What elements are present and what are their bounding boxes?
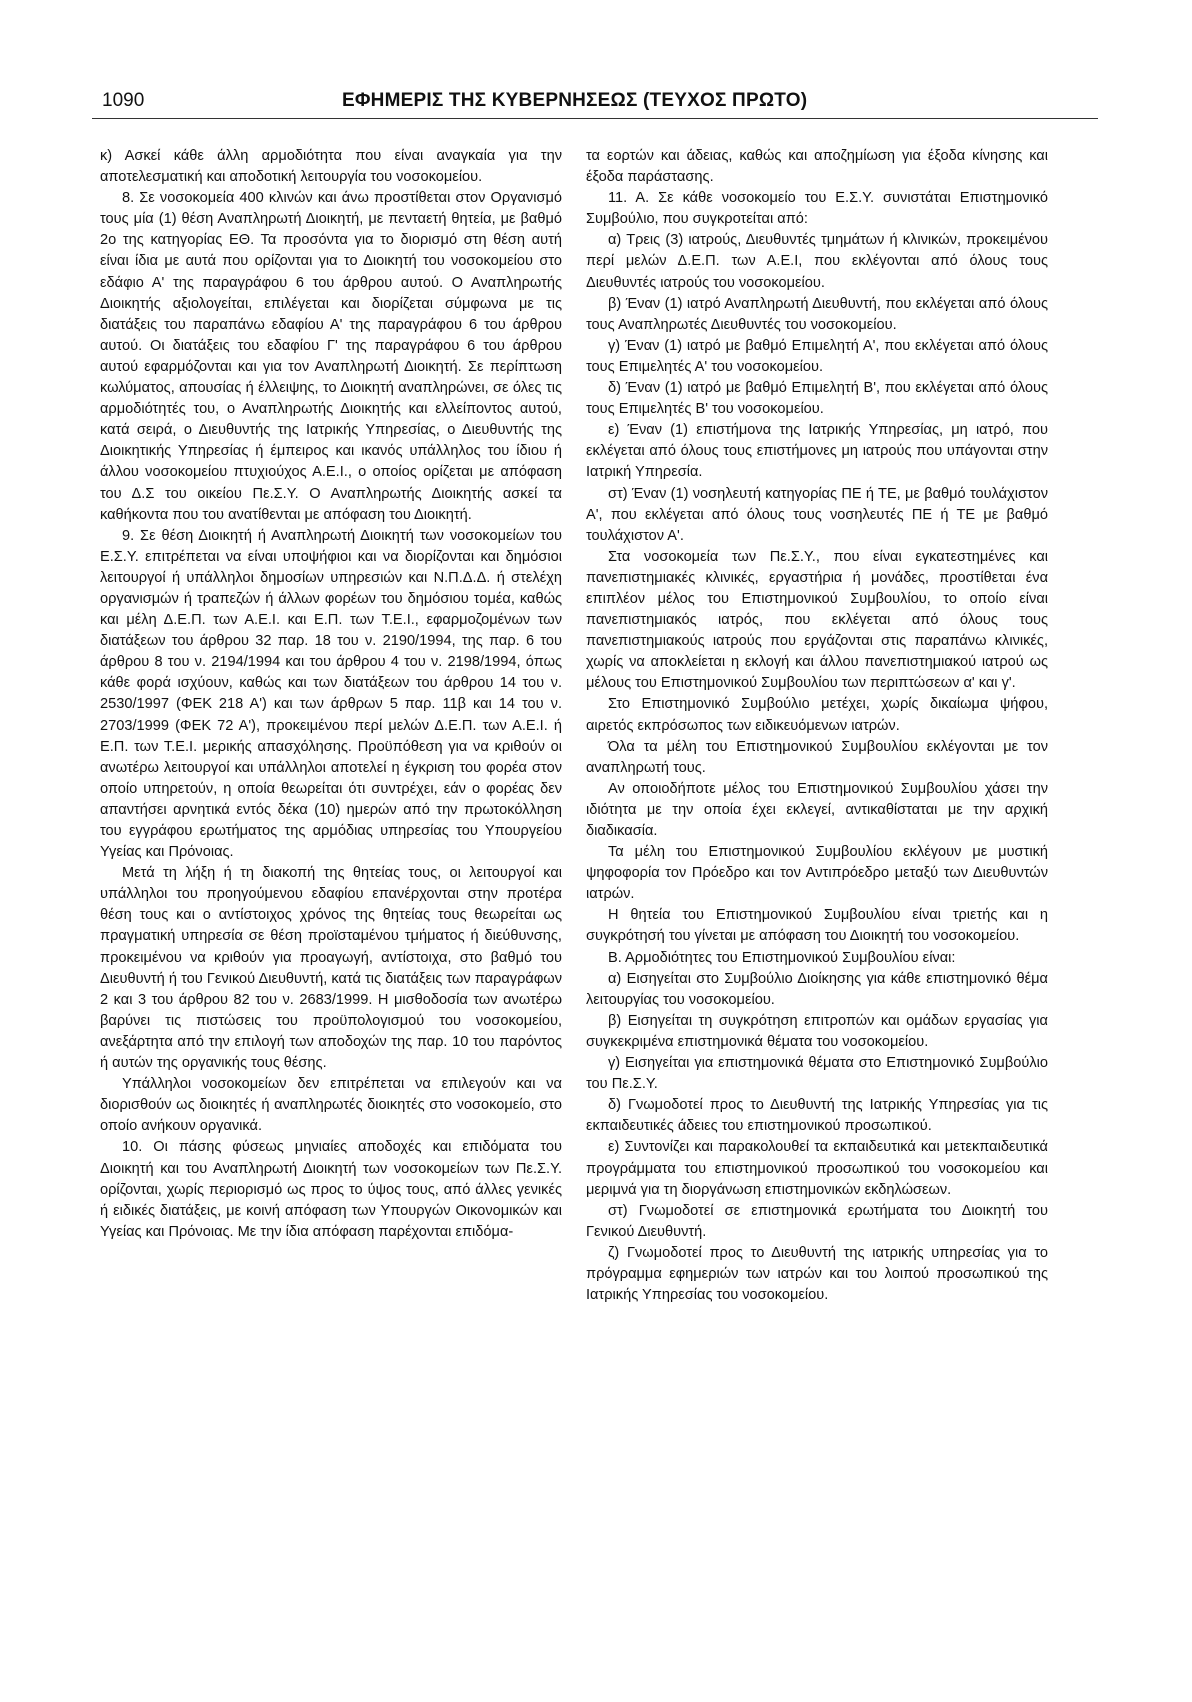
paragraph: Υπάλληλοι νοσοκομείων δεν επιτρέπεται να επιλεγούν και να διορισθούν ως διοικητές ή αναπληρωτές διοικητές στο νοσοκομείο, στο οποίο ανήκουν οργανικά. (100, 1076, 562, 1135)
paragraph: Τα μέλη του Επιστημονικού Συμβουλίου εκλέγουν με μυστική ψηφοφορία τον Πρόεδρο και τον Αντιπρόεδρο μεταξύ των Διευθυντών ιατρών. (586, 844, 1048, 903)
paragraph: 9. Σε θέση Διοικητή ή Αναπληρωτή Διοικητή των νοσοκομείων του Ε.Σ.Υ. επιτρέπεται να είναι υποψήφιοι και να διορίζονται και δημόσιοι λειτουργοί ή υπάλληλοι δημοσίων υπηρεσιών και Ν.Π.Δ.Δ. ή στελέχη οργανισμών ή τραπεζών ή άλλων φορέων του δημόσιου τομέα, καθώς και μέλη Δ.Ε.Π. των Α.Ε.Ι. και Ε.Π. των Τ.Ε.Ι., εφαρμοζομένων των διατάξεων του άρθρου 32 παρ. 18 του ν. 2190/1994, της παρ. 6 του άρθρου 8 του ν. 2194/1994 και του άρθρου 4 του ν. 2198/1994, όπως κάθε φορά ισχύουν, καθώς και των διατάξεων του άρθρου 14 του ν. 2530/1997 (ΦΕΚ 218 Α') και των άρθρων 5 παρ. 11β και 14 του ν. 2703/1999 (ΦΕΚ 72 Α'), προκειμένου περί μελών Δ.Ε.Π. των Α.Ε.Ι. ή Ε.Π. των Τ.Ε.Ι. μερικής απασχόλησης. Προϋπόθεση για να κριθούν οι ανωτέρω λειτουργοί και υπάλληλοι αποτελεί η έγκριση του φορέα στον οποίο υπηρετούν, η οποία θεωρείται ότι συντρέχει, εάν ο φορέας δεν απαντήσει αρνητικά εντός δέκα (10) ημερών από την πρωτοκόλληση του εγγράφου ερωτήματος της αρμόδιας υπηρεσίας του Υπουργείου Υγείας και Πρόνοιας. (100, 527, 562, 861)
paragraph: ζ) Γνωμοδοτεί προς το Διευθυντή της ιατρικής υπηρεσίας για το πρόγραμμα εφημεριών των ιατρών και του λοιπού προσωπικού της Ιατρικής Υπηρεσίας του νοσοκομείου. (586, 1244, 1048, 1304)
paragraph: δ) Έναν (1) ιατρό με βαθμό Επιμελητή Β', που εκλέγεται από όλους τους Επιμελητές Β' του νοσοκομείου. (586, 380, 1048, 418)
page-number: 1090 (102, 90, 145, 111)
gazette-title: ΕΦΗΜΕΡΙΣ ΤΗΣ ΚΥΒΕΡΝΗΣΕΩΣ (ΤΕΥΧΟΣ ΠΡΩΤΟ) (342, 90, 808, 111)
paragraph: Αν οποιοδήποτε μέλος του Επιστημονικού Συμβουλίου χάσει την ιδιότητα με την οποία έχει εκλεγεί, αντικαθίσταται με την αρχική διαδικασία. (586, 780, 1048, 839)
paragraph: Η θητεία του Επιστημονικού Συμβουλίου είναι τριετής και η συγκρότησή του γίνεται με απόφαση του Διοικητή του νοσοκομείου. (586, 907, 1048, 945)
paragraph: ε) Συντονίζει και παρακολουθεί τα εκπαιδευτικά και μετεκπαιδευτικά προγράμματα του επιστημονικού προσωπικού του νοσοκομείου και μεριμνά για τη διοργάνωση επιστημονικών εκδηλώσεων. (586, 1139, 1048, 1198)
paragraph: δ) Γνωμοδοτεί προς το Διευθυντή της Ιατρικής Υπηρεσίας για τις εκπαιδευτικές άδειες του επιστημονικού προσωπικού. (586, 1097, 1048, 1135)
page-header (92, 86, 1098, 118)
paragraph: 11. Α. Σε κάθε νοσοκομείο του Ε.Σ.Υ. συνιστάται Επιστημονικό Συμβούλιο, που συγκροτείται από: (586, 190, 1048, 228)
paragraph: β) Εισηγείται τη συγκρότηση επιτροπών και ομάδων εργασίας για συγκεκριμένα επιστημονικά θέματα του νοσοκομείου. (586, 1012, 1048, 1050)
paragraph: 10. Οι πάσης φύσεως μηνιαίες αποδοχές και επιδόματα του Διοικητή και του Αναπληρωτή Διοικητή των νοσοκομείων των Πε.Σ.Υ. ορίζονται, χωρίς περιορισμό ως προς το ύψος τους, από άλλες γενικές ή ειδικές διατάξεις, με κοινή απόφαση των Υπουργών Οικονομικών και Υγείας και Πρόνοιας. Με την ίδια απόφαση παρέχονται επιδόμα- (100, 1139, 562, 1240)
paragraph: α) Τρεις (3) ιατρούς, Διευθυντές τμημάτων ή κλινικών, προκειμένου περί μελών Δ.Ε.Π. των Α.Ε.Ι, που εκλέγονται από όλους τους Διευθυντές ιατρούς του νοσοκομείου. (586, 232, 1048, 291)
right-column (586, 146, 1048, 1306)
paragraph: Μετά τη λήξη ή τη διακοπή της θητείας τους, οι λειτουργοί και υπάλληλοι του προηγούμενου εδαφίου επανέρχονται στην προτέρα θέση τους και ο αντίστοιχος χρόνος της θητείας τους θεωρείται ως πραγματική υπηρεσία σε θέση προϊσταμένου τμήματος ή διεύθυνσης, προκειμένου να κριθούν για προαγωγή, αντίστοιχα, στο βαθμό του Διευθυντή ή του Γενικού Διευθυντή, κατά τις διατάξεις των παραγράφων 2 και 3 του άρθρου 82 του ν. 2683/1999. Η μισθοδοσία των ανωτέρω βαρύνει τις πιστώσεις του προϋπολογισμού του νοσοκομείου, ανεξάρτητα από την επιλογή των αποδοχών της παρ. 10 του παρόντος ή αυτών της οργανικής τους θέσης. (100, 865, 562, 1072)
paragraph: Όλα τα μέλη του Επιστημονικού Συμβουλίου εκλέγονται με τον αναπληρωτή τους. (586, 738, 1048, 776)
paragraph: 8. Σε νοσοκομεία 400 κλινών και άνω προστίθεται στον Οργανισμό τους μία (1) θέση Αναπληρωτή Διοικητή, με πενταετή θητεία, με βαθμό 2ο της κατηγορίας ΕΘ. Τα προσόντα για το διορισμό στη θέση αυτή είναι ίδια με αυτά που ορίζονται για το Διοικητή του νοσοκομείου στο εδάφιο Α' της παραγράφου 6 του άρθρου αυτού. Ο Αναπληρωτής Διοικητής αξιολογείται, επιλέγεται και διορίζεται σύμφωνα με τις διατάξεις του παραπάνω εδαφίου Α' της παραγράφου 6 του άρθρου αυτού. Οι διατάξεις του εδαφίου Γ' της παραγράφου 6 του άρθρου αυτού εφαρμόζονται και για τον Αναπληρωτή Διοικητή. Σε περίπτωση κωλύματος, απουσίας ή έλλειψης, το Διοικητή αναπληρώνει, σε όλες τις αρμοδιότητές του, ο Αναπληρωτής Διοικητής και ελλείποντος αυτού, κατά σειρά, ο Διευθυντής της Ιατρικής Υπηρεσίας, ο Διευθυντής της Διοικητικής Υπηρεσίας ή έμπειρος και ικανός υπάλληλος του ίδιου ή άλλου νοσοκομείου πτυχιούχος Α.Ε.Ι., ο οποίος ορίζεται με απόφαση του Δ.Σ του οικείου Πε.Σ.Υ. Ο Αναπληρωτής Διοικητής ασκεί τα καθήκοντα που του ανατίθενται με απόφαση του Διοικητή. (100, 190, 562, 523)
paragraph: τα εορτών και άδειας, καθώς και αποζημίωση για έξοδα κίνησης και έξοδα παράστασης. (586, 148, 1048, 186)
paragraph: γ) Εισηγείται για επιστημονικά θέματα στο Επιστημονικό Συμβούλιο του Πε.Σ.Υ. (586, 1055, 1048, 1093)
paragraph: Στα νοσοκομεία των Πε.Σ.Υ., που είναι εγκατεστημένες και πανεπιστημιακές κλινικές, εργαστήρια ή μονάδες, προστίθεται ένα επιπλέον μέλος του Επιστημονικού Συμβουλίου, το οποίο είναι πανεπιστημιακός ιατρός, που εκλέγεται από όλους τους πανεπιστημιακούς ιατρούς που εργάζονται στις παραπάνω κλινικές, χωρίς να αποκλείεται η εκλογή και άλλου πανεπιστημιακού ιατρού ως μέλους του Επιστημονικού Συμβουλίου των περιπτώσεων α' και γ'. (586, 548, 1048, 692)
paragraph: α) Εισηγείται στο Συμβούλιο Διοίκησης για κάθε επιστημονικό θέμα λειτουργίας του νοσοκομείου. (586, 970, 1048, 1008)
header-rule (92, 118, 1098, 119)
paragraph: κ) Ασκεί κάθε άλλη αρμοδιότητα που είναι αναγκαία για την αποτελεσματική και αποδοτική λειτουργία του νοσοκομείου. (100, 148, 562, 186)
paragraph: γ) Έναν (1) ιατρό με βαθμό Επιμελητή Α', που εκλέγεται από όλους τους Επιμελητές Α' του νοσοκομείου. (586, 337, 1048, 375)
paragraph: Στο Επιστημονικό Συμβούλιο μετέχει, χωρίς δικαίωμα ψήφου, αιρετός εκπρόσωπος των ειδικευόμενων ιατρών. (586, 696, 1048, 734)
paragraph: στ) Γνωμοδοτεί σε επιστημονικά ερωτήματα του Διοικητή του Γενικού Διευθυντή. (586, 1202, 1048, 1240)
paragraph: ε) Έναν (1) επιστήμονα της Ιατρικής Υπηρεσίας, μη ιατρό, που εκλέγεται από όλους τους επιστήμονες μη ιατρούς που υπάγονται στην Ιατρική Υπηρεσία. (586, 422, 1048, 481)
paragraph: Β. Αρμοδιότητες του Επιστημονικού Συμβουλίου είναι: (608, 949, 956, 966)
paragraph: β) Έναν (1) ιατρό Αναπληρωτή Διευθυντή, που εκλέγεται από όλους τους Αναπληρωτές Διευθυντές του νοσοκομείου. (586, 295, 1048, 333)
paragraph: στ) Έναν (1) νοσηλευτή κατηγορίας ΠΕ ή ΤΕ, με βαθμό τουλάχιστον Α', που εκλέγεται από όλους τους νοσηλευτές ΠΕ ή ΤΕ με βαθμό τουλάχιστον Α'. (586, 485, 1048, 544)
left-column (100, 146, 562, 1243)
